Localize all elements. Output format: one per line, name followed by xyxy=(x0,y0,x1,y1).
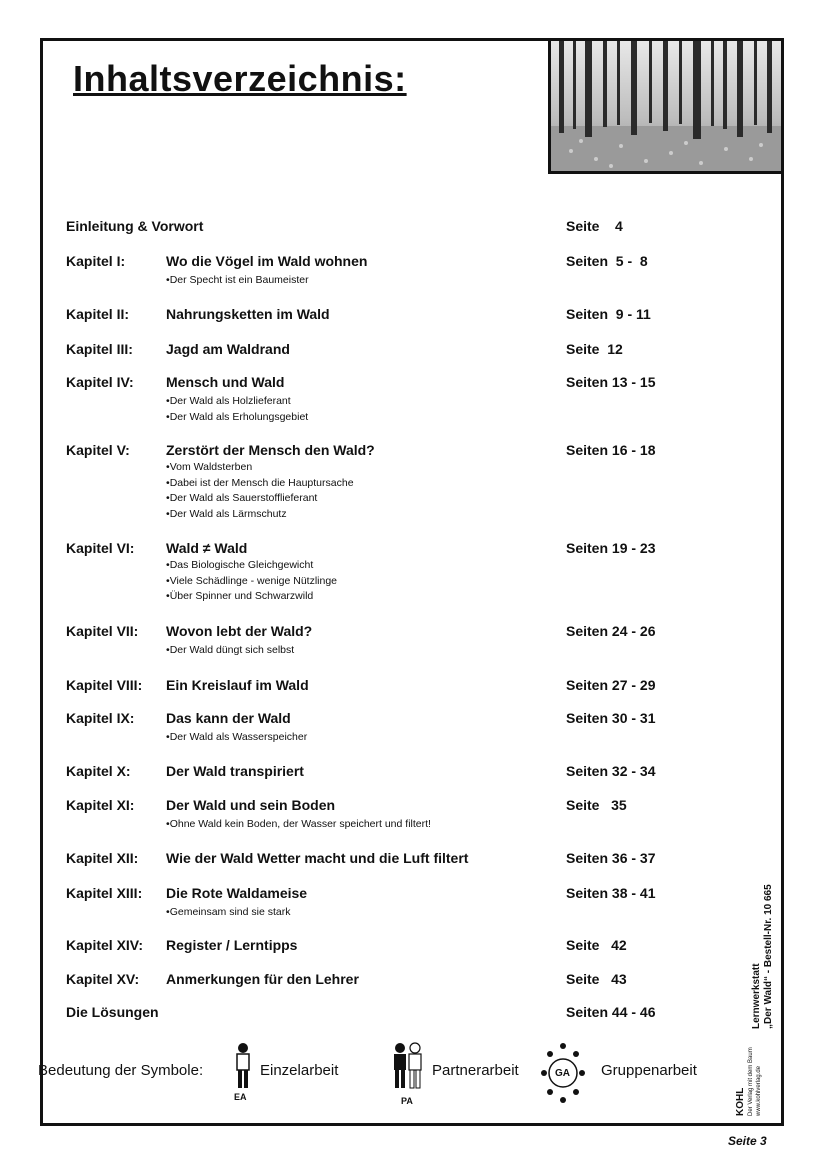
toc-chapter-title: Das kann der Wald xyxy=(166,710,291,726)
toc-chapter-title: Anmerkungen für den Lehrer xyxy=(166,971,359,987)
single-person-icon xyxy=(232,1042,254,1090)
toc-page-range: Seite 12 xyxy=(566,341,623,357)
toc-chapter-label: Einleitung & Vorwort xyxy=(66,218,204,234)
toc-subtopics xyxy=(166,905,290,921)
toc-chapter-label: Kapitel III: xyxy=(66,341,133,357)
toc-page-range: Seiten 36 - 37 xyxy=(566,850,656,866)
toc-chapter-label: Kapitel II: xyxy=(66,306,130,322)
toc-chapter-title: Nahrungsketten im Wald xyxy=(166,306,330,322)
toc-subtopics xyxy=(166,730,307,746)
toc-subtopic: • Dabei ist der Mensch die Hauptursache xyxy=(166,476,354,492)
toc-subtopic: • Viele Schädlinge - wenige Nützlinge xyxy=(166,574,337,590)
toc-page-range: Seiten 9 - 11 xyxy=(566,306,651,322)
toc-subtopic: • Der Wald als Wasserspeicher xyxy=(166,730,307,746)
page-title: Inhaltsverzeichnis: xyxy=(73,58,407,99)
symbol-legend xyxy=(38,1040,697,1110)
toc-chapter-label: Kapitel V: xyxy=(66,442,130,458)
toc-subtopics xyxy=(166,394,308,425)
toc-subtopic: • Der Wald als Holzlieferant xyxy=(166,394,308,410)
toc-subtopic: • Gemeinsam sind sie stark xyxy=(166,905,290,921)
toc-page-range: Seiten 19 - 23 xyxy=(566,540,656,556)
toc-chapter-label: Kapitel IV: xyxy=(66,374,134,390)
toc-chapter-title: Die Rote Waldameise xyxy=(166,885,308,901)
ga-label: Gruppenarbeit xyxy=(601,1062,697,1079)
toc-subtopic: • Der Wald als Lärmschutz xyxy=(166,507,354,523)
toc-page-range: Seiten 13 - 15 xyxy=(566,374,656,390)
page-frame xyxy=(40,38,784,1126)
toc-chapter-label: Kapitel XII: xyxy=(66,850,139,866)
toc-chapter-title: Wo die Vögel im Wald wohnen xyxy=(166,253,368,269)
toc-chapter-label: Kapitel XI: xyxy=(66,797,135,813)
toc-page-range: Seiten 16 - 18 xyxy=(566,442,656,458)
toc-chapter-label: Kapitel VII: xyxy=(66,623,139,639)
toc-subtopics xyxy=(166,558,337,605)
page-number: Seite 3 xyxy=(728,1134,767,1148)
ea-caption: EA xyxy=(234,1092,247,1102)
toc-page-range: Seite 4 xyxy=(566,218,623,234)
ga-caption: GA xyxy=(555,1068,570,1079)
toc-chapter-label: Die Lösungen xyxy=(66,1004,159,1020)
toc-chapter-label: Kapitel XV: xyxy=(66,971,140,987)
pa-label: Partnerarbeit xyxy=(432,1062,519,1079)
toc-chapter-title: Wovon lebt der Wald? xyxy=(166,623,313,639)
toc-chapter-title: Zerstört der Mensch den Wald? xyxy=(166,442,375,458)
toc-subtopic: • Das Biologische Gleichgewicht xyxy=(166,558,337,574)
sidebar-series: Lernwerkstatt xyxy=(751,963,762,1029)
toc-page-range: Seiten 24 - 26 xyxy=(566,623,656,639)
sidebar-order-number: „Der Wald“ - Bestell-Nr. 10 665 xyxy=(763,884,774,1029)
toc-page-range: Seiten 38 - 41 xyxy=(566,885,656,901)
toc-page-range: Seite 42 xyxy=(566,937,627,953)
toc-subtopic: • Der Specht ist ein Baumeister xyxy=(166,273,309,289)
toc-chapter-label: Kapitel VI: xyxy=(66,540,135,556)
toc-chapter-label: Kapitel X: xyxy=(66,763,131,779)
toc-chapter-label: Kapitel VIII: xyxy=(66,677,143,693)
toc-subtopic: • Der Wald als Erholungsgebiet xyxy=(166,410,308,426)
toc-chapter-title: Der Wald transpiriert xyxy=(166,763,304,779)
toc-subtopics xyxy=(166,273,309,289)
toc-chapter-label: Kapitel IX: xyxy=(66,710,135,726)
toc-chapter-title: Register / Lerntipps xyxy=(166,937,298,953)
toc-subtopic: • Über Spinner und Schwarzwild xyxy=(166,589,337,605)
toc-chapter-title: Mensch und Wald xyxy=(166,374,285,390)
toc-chapter-label: Kapitel I: xyxy=(66,253,126,269)
toc-subtopics xyxy=(166,460,354,522)
publisher-slogan: Der Verlag mit dem Baum xyxy=(748,1047,754,1116)
forest-photo xyxy=(548,38,784,174)
toc-chapter-title: Ein Kreislauf im Wald xyxy=(166,677,309,693)
toc-page-range: Seiten 44 - 46 xyxy=(566,1004,656,1020)
toc-chapter-title: Wald ≠ Wald xyxy=(166,540,248,556)
toc-page-range: Seiten 27 - 29 xyxy=(566,677,656,693)
toc-chapter-label: Kapitel XIV: xyxy=(66,937,144,953)
toc-page-range: Seite 43 xyxy=(566,971,627,987)
toc-chapter-label: Kapitel XIII: xyxy=(66,885,143,901)
toc-subtopic: • Ohne Wald kein Boden, der Wasser speichert und filtert! xyxy=(166,817,431,833)
ea-label: Einzelarbeit xyxy=(260,1062,339,1079)
publisher-logo: KOHL xyxy=(735,1087,746,1116)
toc-chapter-title: Der Wald und sein Boden xyxy=(166,797,336,813)
toc-subtopic: • Vom Waldsterben xyxy=(166,460,354,476)
toc-page-range: Seiten 32 - 34 xyxy=(566,763,656,779)
toc-page-range: Seiten 5 - 8 xyxy=(566,253,648,269)
toc-chapter-title: Jagd am Waldrand xyxy=(166,341,290,357)
legend-intro: Bedeutung der Symbole: xyxy=(38,1062,204,1079)
toc-subtopic: • Der Wald als Sauerstofflieferant xyxy=(166,491,354,507)
toc-subtopics xyxy=(166,643,294,659)
toc-chapter-title: Wie der Wald Wetter macht und die Luft filtert xyxy=(166,850,469,866)
toc-subtopic: • Der Wald düngt sich selbst xyxy=(166,643,294,659)
toc-page-range: Seite 35 xyxy=(566,797,627,813)
publisher-url: www.kohlverlag.de xyxy=(756,1065,762,1116)
toc-subtopics xyxy=(166,817,431,833)
two-persons-icon xyxy=(391,1042,423,1090)
pa-caption: PA xyxy=(401,1096,413,1106)
toc-page-range: Seiten 30 - 31 xyxy=(566,710,656,726)
